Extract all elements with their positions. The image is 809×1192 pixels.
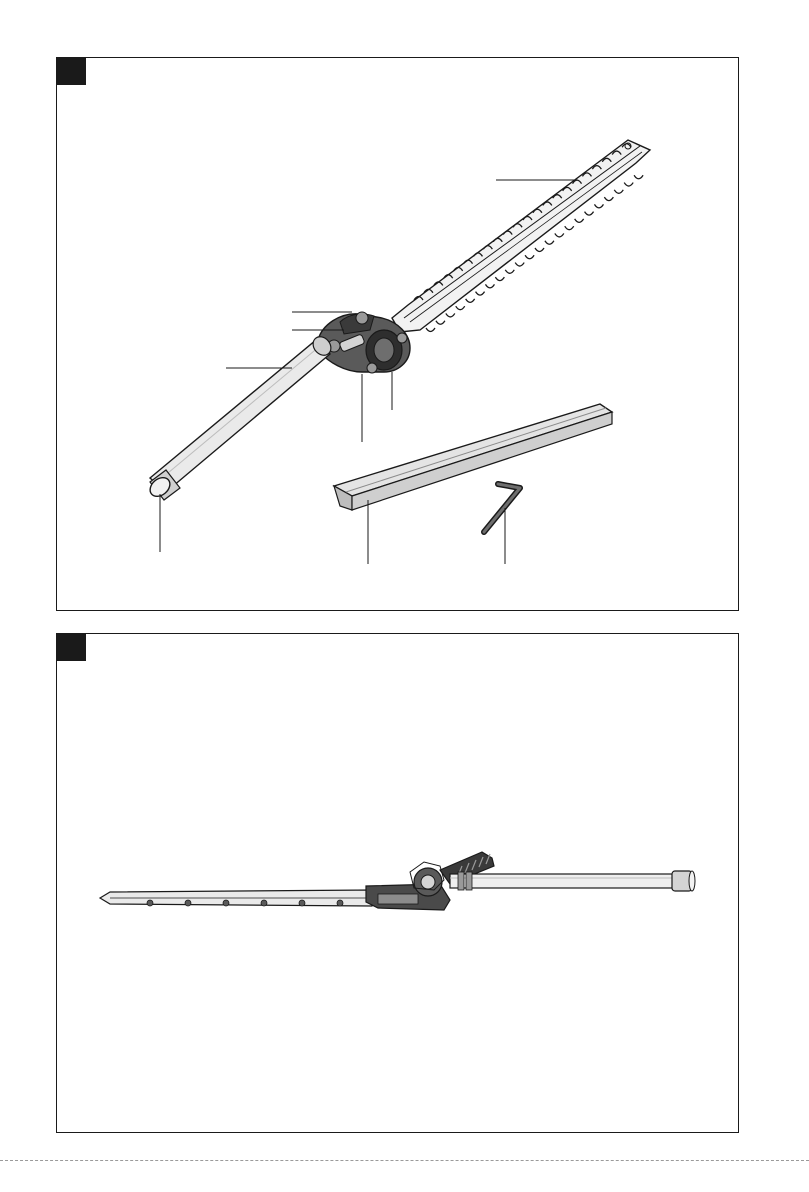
- blade-tooth: [436, 321, 445, 325]
- blade-tooth: [446, 313, 455, 317]
- blade-tooth: [594, 204, 603, 208]
- blade-tooth-bolt: [337, 900, 343, 906]
- blade-tooth: [565, 226, 574, 230]
- blade-tooth: [555, 233, 564, 237]
- blade-tooth: [426, 328, 435, 332]
- shaft: [150, 333, 335, 492]
- blade-tooth: [466, 299, 475, 303]
- blade-tooth: [456, 306, 465, 310]
- page-cut-line: [0, 1160, 809, 1161]
- blade-tooth-bolt: [223, 900, 229, 906]
- blade-tooth: [614, 190, 623, 194]
- blade-teeth-lower: [426, 175, 643, 331]
- hedge-trimmer-blade: [392, 140, 650, 332]
- blade-tooth: [495, 277, 504, 281]
- blade-tooth: [515, 263, 524, 267]
- blade-tooth: [634, 175, 643, 179]
- hex-wrench: [484, 484, 520, 532]
- blade-tooth-bolt: [185, 900, 191, 906]
- blade-tooth: [545, 241, 554, 245]
- blade-tooth: [505, 270, 514, 274]
- blade-tooth-bolt: [261, 900, 267, 906]
- blade-tooth-bolt: [147, 900, 153, 906]
- blade-tooth: [485, 284, 494, 288]
- blade-guard: [334, 404, 612, 510]
- blade-tooth: [525, 255, 534, 258]
- blade-tooth: [476, 292, 485, 296]
- blade-tooth: [535, 248, 544, 252]
- blade-tooth: [604, 197, 613, 201]
- blade-tooth: [624, 183, 633, 187]
- blade-tooth: [585, 212, 594, 216]
- blade-tooth: [575, 219, 584, 223]
- hedge-trimmer-attachment-side-view: [100, 852, 695, 910]
- blade-tooth-bolt: [299, 900, 305, 906]
